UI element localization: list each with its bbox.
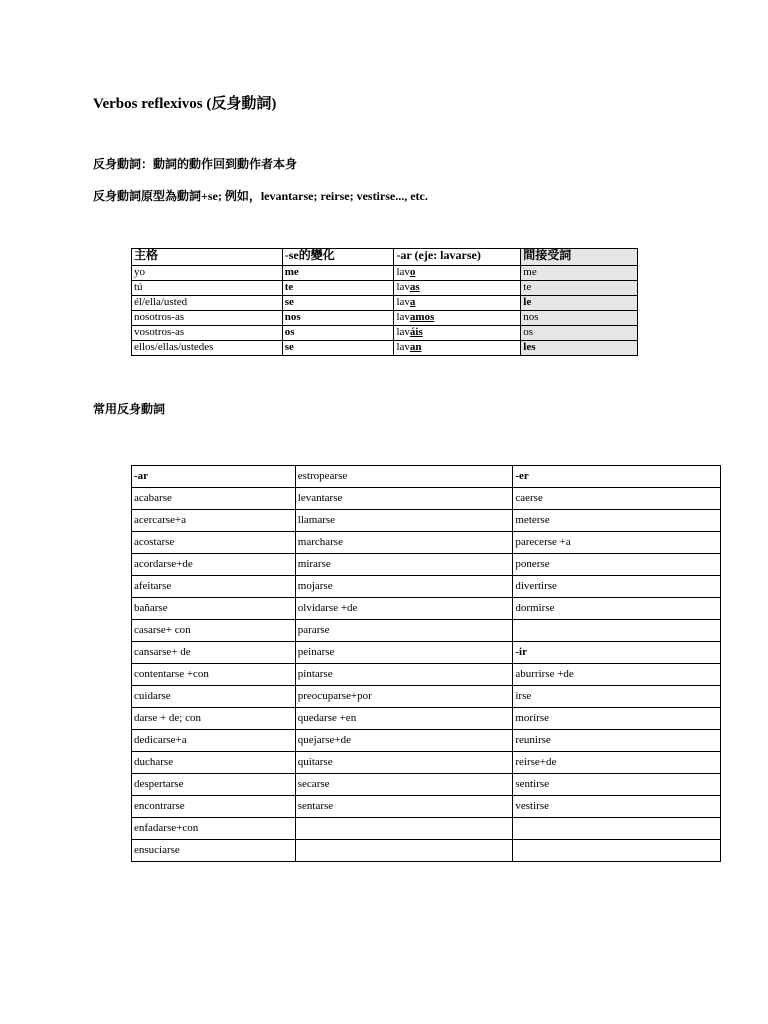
- definition-text: 反身動詞：動詞的動作回到動作者本身: [93, 157, 298, 171]
- verb-cell: vestirse: [513, 796, 721, 818]
- subject-pronoun-cell: vosotros-as: [132, 326, 283, 341]
- conjugation-cell: [394, 266, 521, 281]
- verb-cell: ensuciarse: [132, 840, 296, 862]
- verb-ending: an: [409, 341, 422, 353]
- verb-stem: lav: [396, 326, 410, 338]
- verb-cell: pintarse: [295, 664, 513, 686]
- verb-cell: irse: [513, 686, 721, 708]
- indirect-object-cell: me: [521, 266, 638, 281]
- verb-cell: pararse: [295, 620, 513, 642]
- verb-cell: reirse+de: [513, 752, 721, 774]
- verb-cell: olvidarse +de: [295, 598, 513, 620]
- verb-stem: lav: [396, 341, 410, 353]
- verb-cell: encontrarse: [132, 796, 296, 818]
- table-row: [132, 598, 721, 620]
- verb-cell: acercarse+a: [132, 510, 296, 532]
- reflexive-pronoun-cell: te: [282, 281, 394, 296]
- verb-ending: o: [409, 266, 416, 278]
- table-row: [132, 664, 721, 686]
- subject-pronoun-cell: tú: [132, 281, 283, 296]
- table-row: [132, 266, 638, 281]
- verb-cell: darse + de; con: [132, 708, 296, 730]
- verb-cell: [295, 818, 513, 840]
- table-row: [132, 554, 721, 576]
- reflexive-pronoun-cell: se: [282, 341, 394, 356]
- verb-cell: dormirse: [513, 598, 721, 620]
- table-row: [132, 796, 721, 818]
- table-row: [132, 311, 638, 326]
- conjugation-cell: [394, 296, 521, 311]
- verb-cell: acordarse+de: [132, 554, 296, 576]
- verb-cell: ducharse: [132, 752, 296, 774]
- reflexive-verbs-table: [131, 465, 721, 862]
- verb-cell: sentirse: [513, 774, 721, 796]
- table-row: [132, 576, 721, 598]
- table-row: [132, 840, 721, 862]
- table-row: [132, 466, 721, 488]
- table-row: [132, 341, 638, 356]
- verb-cell: cansarse+ de: [132, 642, 296, 664]
- conjugation-cell: [394, 326, 521, 341]
- reflexive-pronoun-cell: nos: [282, 311, 394, 326]
- verb-cell: aburrirse +de: [513, 664, 721, 686]
- page-title: Verbos reflexivos (反身動詞): [93, 96, 277, 112]
- verb-cell: dedicarse+a: [132, 730, 296, 752]
- verb-cell: quedarse +en: [295, 708, 513, 730]
- indirect-object-cell: le: [521, 296, 638, 311]
- header-cell: -se的變化: [282, 249, 394, 266]
- verb-cell: -ir: [513, 642, 721, 664]
- verb-cell: acostarse: [132, 532, 296, 554]
- conjugation-cell: [394, 311, 521, 326]
- verb-cell: [295, 840, 513, 862]
- verb-cell: contentarse +con: [132, 664, 296, 686]
- verb-ending: amos: [409, 311, 435, 323]
- verb-cell: acabarse: [132, 488, 296, 510]
- verb-cell: preocuparse+por: [295, 686, 513, 708]
- verb-ending: áis: [409, 326, 423, 338]
- reflexive-pronoun-cell: se: [282, 296, 394, 311]
- verb-cell: [513, 840, 721, 862]
- verb-cell: despertarse: [132, 774, 296, 796]
- verb-ending: as: [409, 281, 420, 293]
- subject-pronoun-cell: nosotros-as: [132, 311, 283, 326]
- indirect-object-cell: les: [521, 341, 638, 356]
- table-header-row: [132, 249, 638, 266]
- reflexive-pronoun-cell: os: [282, 326, 394, 341]
- verb-cell: ponerse: [513, 554, 721, 576]
- table-row: [132, 296, 638, 311]
- table-row: [132, 774, 721, 796]
- common-verbs-heading: 常用反身動詞: [93, 402, 166, 416]
- verb-cell: sentarse: [295, 796, 513, 818]
- verb-cell: enfadarse+con: [132, 818, 296, 840]
- verb-cell: llamarse: [295, 510, 513, 532]
- table-row: [132, 708, 721, 730]
- table-row: [132, 326, 638, 341]
- subject-pronoun-cell: yo: [132, 266, 283, 281]
- table-row: [132, 686, 721, 708]
- verb-cell: afeitarse: [132, 576, 296, 598]
- verb-stem: lav: [396, 266, 410, 278]
- verb-cell: parecerse +a: [513, 532, 721, 554]
- reflexive-pronoun-cell: me: [282, 266, 394, 281]
- verb-cell: caerse: [513, 488, 721, 510]
- verb-cell: [513, 818, 721, 840]
- indirect-object-cell: te: [521, 281, 638, 296]
- verb-cell: peinarse: [295, 642, 513, 664]
- verb-stem: lav: [396, 281, 410, 293]
- header-cell: 間接受詞: [521, 249, 638, 266]
- verb-cell: [513, 620, 721, 642]
- verb-cell: casarse+ con: [132, 620, 296, 642]
- table-row: [132, 730, 721, 752]
- header-cell: 主格: [132, 249, 283, 266]
- conjugation-cell: [394, 281, 521, 296]
- verb-cell: quejarse+de: [295, 730, 513, 752]
- verb-cell: -ar: [132, 466, 296, 488]
- verb-cell: quitarse: [295, 752, 513, 774]
- verb-cell: estropearse: [295, 466, 513, 488]
- subject-pronoun-cell: él/ella/usted: [132, 296, 283, 311]
- verb-ending: a: [409, 296, 416, 308]
- verb-cell: marcharse: [295, 532, 513, 554]
- conjugation-cell: [394, 341, 521, 356]
- verb-cell: mirarse: [295, 554, 513, 576]
- verb-cell: mojarse: [295, 576, 513, 598]
- indirect-object-cell: os: [521, 326, 638, 341]
- verb-cell: reunirse: [513, 730, 721, 752]
- table-row: [132, 642, 721, 664]
- infinitive-note: 反身動詞原型為動詞+se; 例如，levantarse; reirse; vestirse..., etc.: [93, 189, 428, 203]
- verb-stem: lav: [396, 311, 410, 323]
- verb-cell: morirse: [513, 708, 721, 730]
- table-row: [132, 818, 721, 840]
- verb-cell: meterse: [513, 510, 721, 532]
- table-row: [132, 620, 721, 642]
- indirect-object-cell: nos: [521, 311, 638, 326]
- verb-cell: levantarse: [295, 488, 513, 510]
- verb-stem: lav: [396, 296, 410, 308]
- table-row: [132, 532, 721, 554]
- table-row: [132, 510, 721, 532]
- table-row: [132, 488, 721, 510]
- header-cell: -ar (eje: lavarse): [394, 249, 521, 266]
- table-row: [132, 752, 721, 774]
- verb-cell: cuidarse: [132, 686, 296, 708]
- verb-cell: -er: [513, 466, 721, 488]
- verb-cell: divertirse: [513, 576, 721, 598]
- table-row: [132, 281, 638, 296]
- subject-pronoun-cell: ellos/ellas/ustedes: [132, 341, 283, 356]
- verb-cell: secarse: [295, 774, 513, 796]
- conjugation-table: [131, 248, 638, 356]
- verb-cell: bañarse: [132, 598, 296, 620]
